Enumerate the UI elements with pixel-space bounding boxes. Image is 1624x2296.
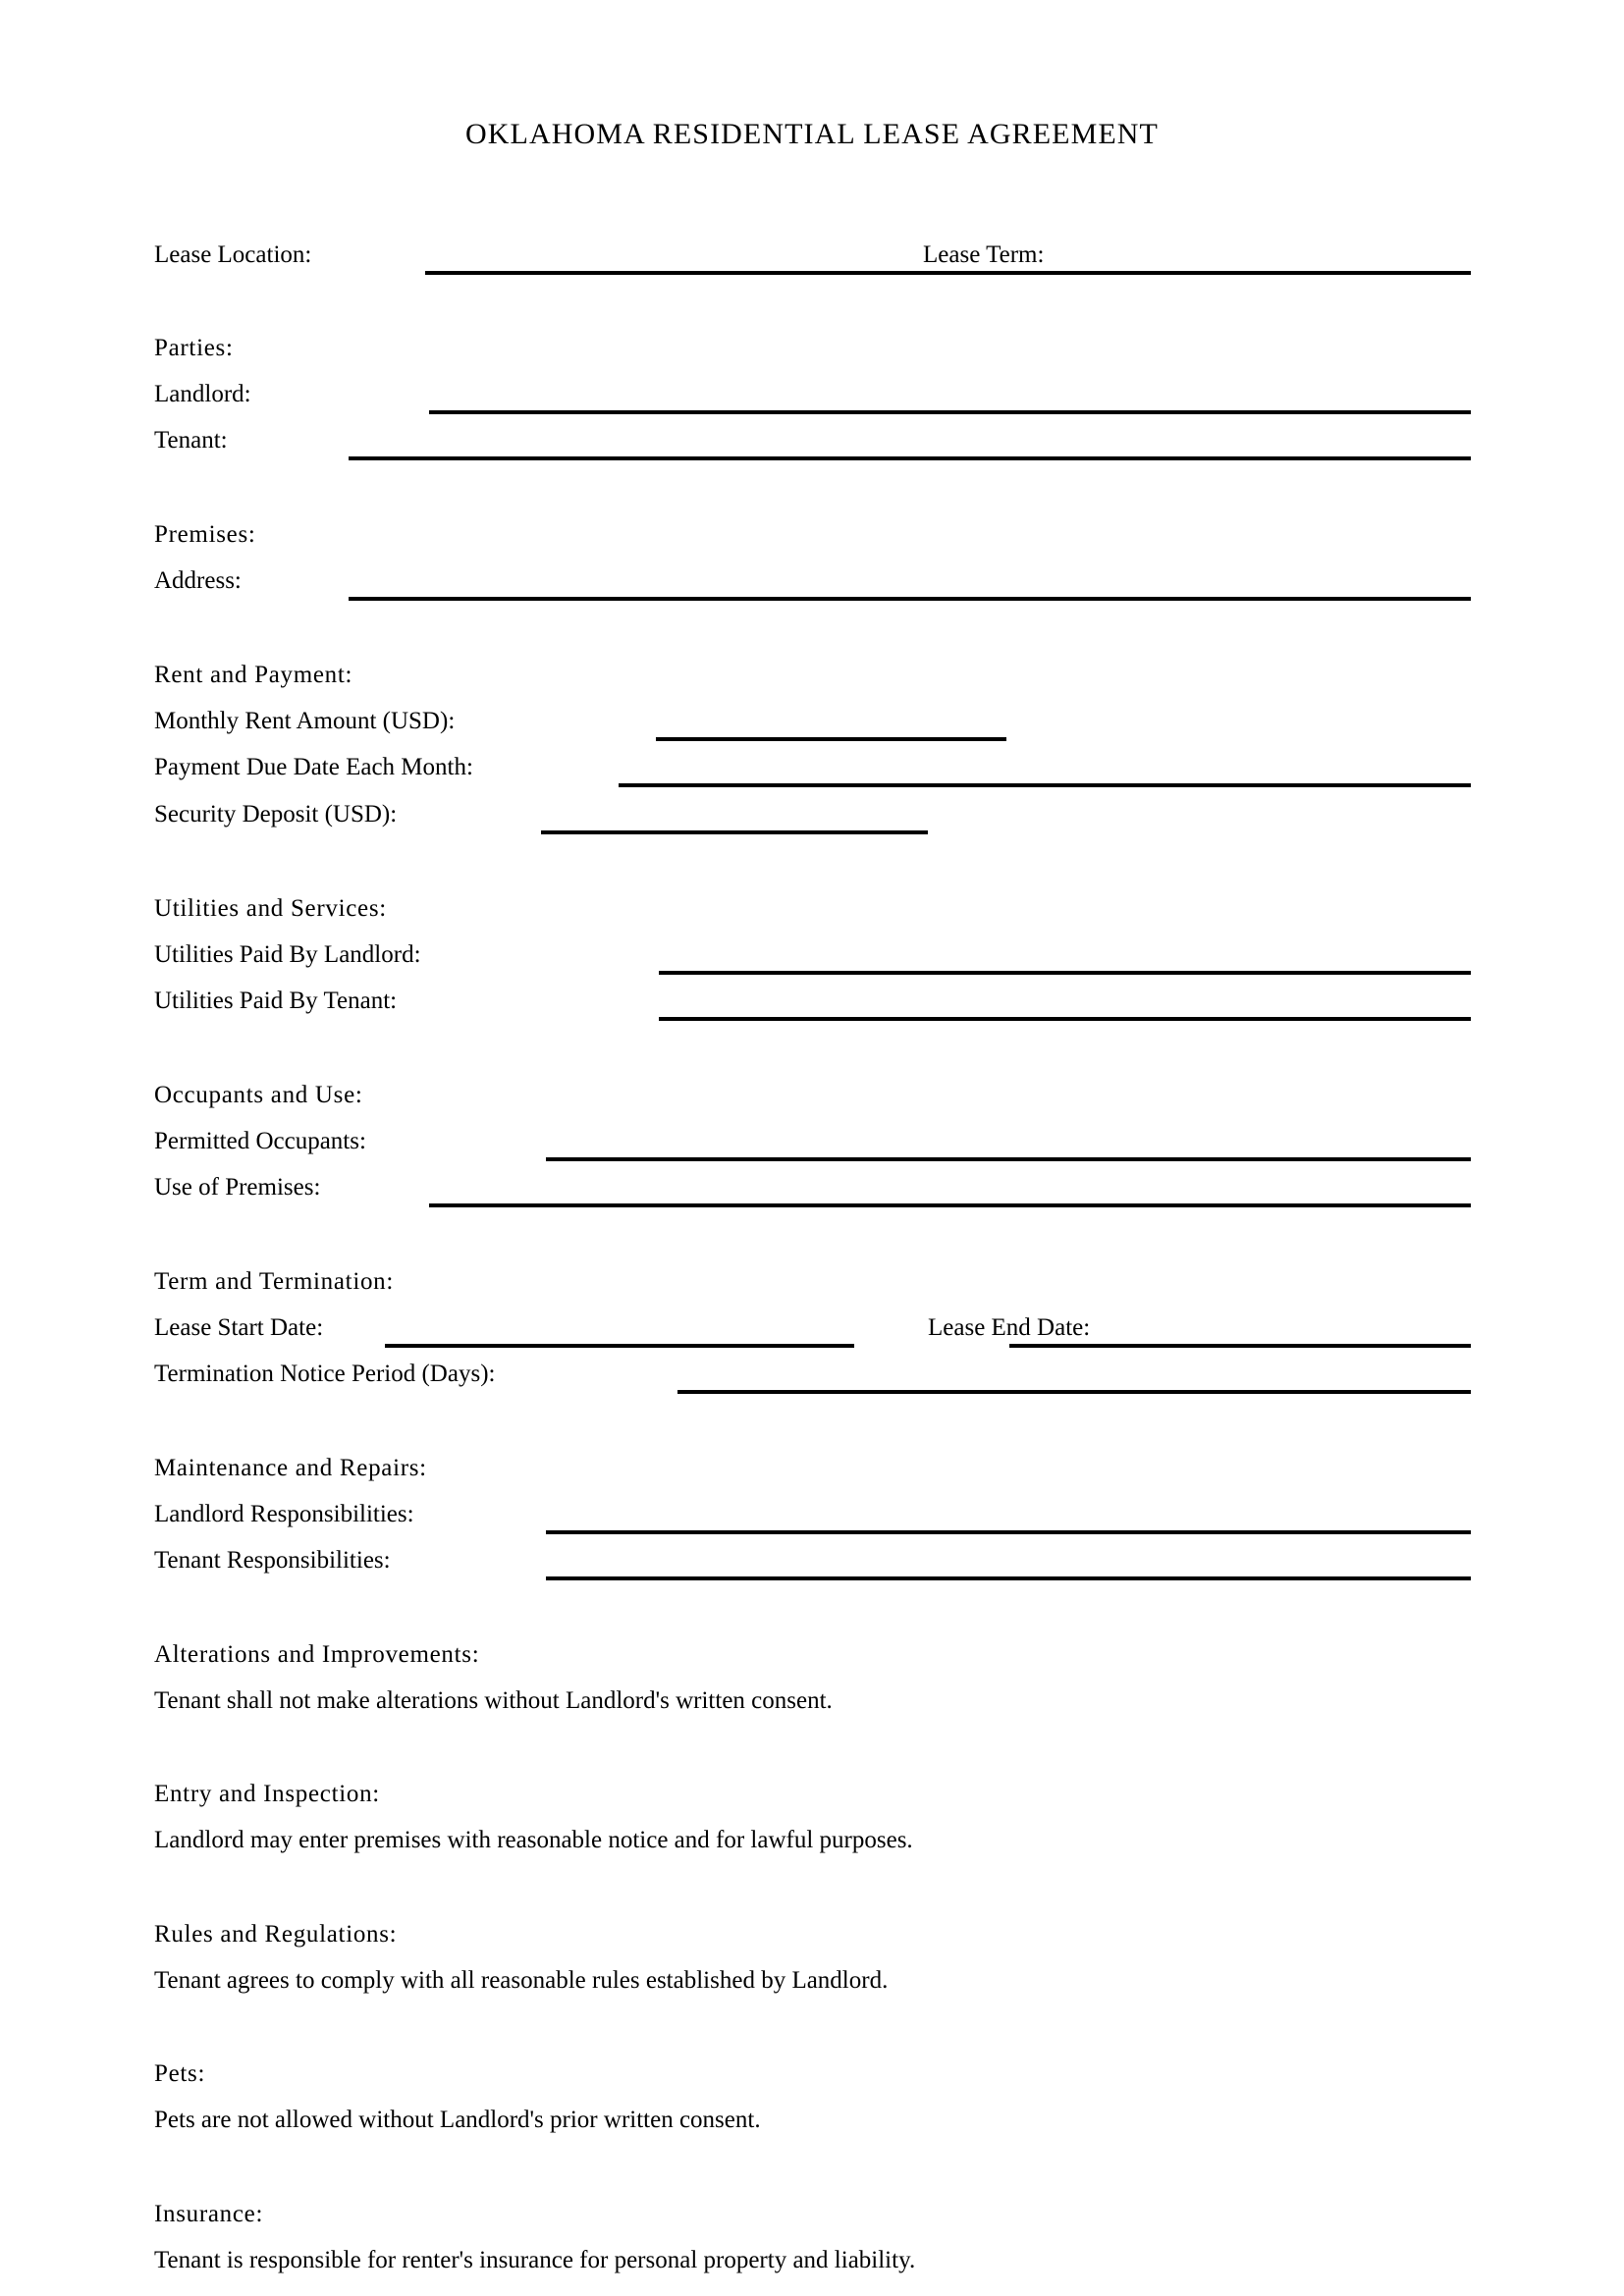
label-permitted-occupants: Permitted Occupants: xyxy=(154,1128,366,1154)
row-lease-dates xyxy=(0,1313,1624,1347)
section-heading-parties: Parties: xyxy=(154,335,234,361)
row-utilities-landlord xyxy=(0,940,1624,974)
row-tenant xyxy=(0,426,1624,459)
section-heading-rules-and-regulations: Rules and Regulations: xyxy=(154,1921,398,1948)
label-lease-location: Lease Location: xyxy=(154,241,312,268)
row-entry-body xyxy=(0,1826,1624,1859)
row-landlord xyxy=(0,380,1624,413)
field-line-landlord[interactable] xyxy=(429,410,1471,414)
field-line-utilities-paid-by-landlord[interactable] xyxy=(659,971,1471,975)
field-line-address[interactable] xyxy=(349,597,1471,601)
label-utilities-paid-by-tenant: Utilities Paid By Tenant: xyxy=(154,988,398,1014)
row-insurance-heading xyxy=(0,2200,1624,2233)
section-heading-alterations-and-improvements: Alterations and Improvements: xyxy=(154,1641,480,1668)
row-monthly-rent xyxy=(0,707,1624,740)
body-text-alterations: Tenant shall not make alterations without Landlord's written consent. xyxy=(154,1687,833,1714)
row-rules-body xyxy=(0,1966,1624,2000)
section-heading-rent-and-payment: Rent and Payment: xyxy=(154,662,353,688)
field-line-payment-due-date[interactable] xyxy=(619,783,1471,787)
label-monthly-rent-amount: Monthly Rent Amount (USD): xyxy=(154,708,456,734)
label-tenant: Tenant: xyxy=(154,427,228,454)
label-address: Address: xyxy=(154,567,242,594)
field-line-use-of-premises[interactable] xyxy=(429,1203,1471,1207)
section-heading-entry-and-inspection: Entry and Inspection: xyxy=(154,1781,380,1807)
body-text-insurance: Tenant is responsible for renter's insurance for personal property and liability. xyxy=(154,2247,916,2273)
section-heading-pets: Pets: xyxy=(154,2060,206,2087)
label-landlord: Landlord: xyxy=(154,381,251,407)
section-heading-insurance: Insurance: xyxy=(154,2201,264,2227)
row-entry-heading xyxy=(0,1780,1624,1813)
label-termination-notice-period: Termination Notice Period (Days): xyxy=(154,1361,496,1387)
row-payment-due-date xyxy=(0,753,1624,786)
section-heading-term-and-termination: Term and Termination: xyxy=(154,1268,395,1295)
section-heading-premises: Premises: xyxy=(154,521,256,548)
field-line-lease-end-date[interactable] xyxy=(1009,1344,1471,1348)
body-text-pets: Pets are not allowed without Landlord's prior written consent. xyxy=(154,2107,761,2133)
row-alterations-heading xyxy=(0,1640,1624,1674)
section-heading-maintenance-and-repairs: Maintenance and Repairs: xyxy=(154,1455,427,1481)
page-title: OKLAHOMA RESIDENTIAL LEASE AGREEMENT xyxy=(465,118,1159,150)
row-rent-heading xyxy=(0,661,1624,694)
row-lease-location xyxy=(0,240,1624,274)
field-line-monthly-rent-amount[interactable] xyxy=(656,737,1006,741)
field-line-tenant[interactable] xyxy=(349,456,1471,460)
section-heading-occupants-and-use: Occupants and Use: xyxy=(154,1082,363,1108)
label-lease-term: Lease Term: xyxy=(923,241,1045,268)
row-insurance-body xyxy=(0,2246,1624,2279)
row-address xyxy=(0,566,1624,600)
field-line-lease-location-term[interactable] xyxy=(425,271,1471,275)
row-rules-heading xyxy=(0,1920,1624,1953)
body-text-entry: Landlord may enter premises with reasonable notice and for lawful purposes. xyxy=(154,1827,913,1853)
row-permitted-occupants xyxy=(0,1127,1624,1160)
row-maintenance-heading xyxy=(0,1454,1624,1487)
row-parties-heading xyxy=(0,334,1624,367)
label-payment-due-date: Payment Due Date Each Month: xyxy=(154,754,473,780)
field-line-lease-start-date[interactable] xyxy=(385,1344,854,1348)
body-text-rules: Tenant agrees to comply with all reasonable rules established by Landlord. xyxy=(154,1967,889,1994)
row-tenant-responsibilities xyxy=(0,1546,1624,1579)
field-line-security-deposit[interactable] xyxy=(541,830,928,834)
section-heading-utilities-and-services: Utilities and Services: xyxy=(154,895,387,922)
label-use-of-premises: Use of Premises: xyxy=(154,1174,321,1201)
row-landlord-responsibilities xyxy=(0,1500,1624,1533)
field-line-utilities-paid-by-tenant[interactable] xyxy=(659,1017,1471,1021)
row-pets-heading xyxy=(0,2059,1624,2093)
field-line-permitted-occupants[interactable] xyxy=(546,1157,1471,1161)
row-occupants-heading xyxy=(0,1081,1624,1114)
label-landlord-responsibilities: Landlord Responsibilities: xyxy=(154,1501,414,1527)
label-lease-end-date: Lease End Date: xyxy=(928,1314,1091,1341)
row-security-deposit xyxy=(0,800,1624,833)
row-premises-heading xyxy=(0,520,1624,554)
row-utilities-tenant xyxy=(0,987,1624,1020)
row-alterations-body xyxy=(0,1686,1624,1720)
field-line-termination-notice-period[interactable] xyxy=(677,1390,1471,1394)
row-use-of-premises xyxy=(0,1173,1624,1206)
row-termination-notice xyxy=(0,1360,1624,1393)
label-security-deposit: Security Deposit (USD): xyxy=(154,801,398,828)
row-term-heading xyxy=(0,1267,1624,1301)
label-utilities-paid-by-landlord: Utilities Paid By Landlord: xyxy=(154,941,421,968)
label-tenant-responsibilities: Tenant Responsibilities: xyxy=(154,1547,391,1574)
field-line-tenant-responsibilities[interactable] xyxy=(546,1576,1471,1580)
field-line-landlord-responsibilities[interactable] xyxy=(546,1530,1471,1534)
row-utilities-heading xyxy=(0,894,1624,928)
label-lease-start-date: Lease Start Date: xyxy=(154,1314,324,1341)
row-pets-body xyxy=(0,2106,1624,2139)
